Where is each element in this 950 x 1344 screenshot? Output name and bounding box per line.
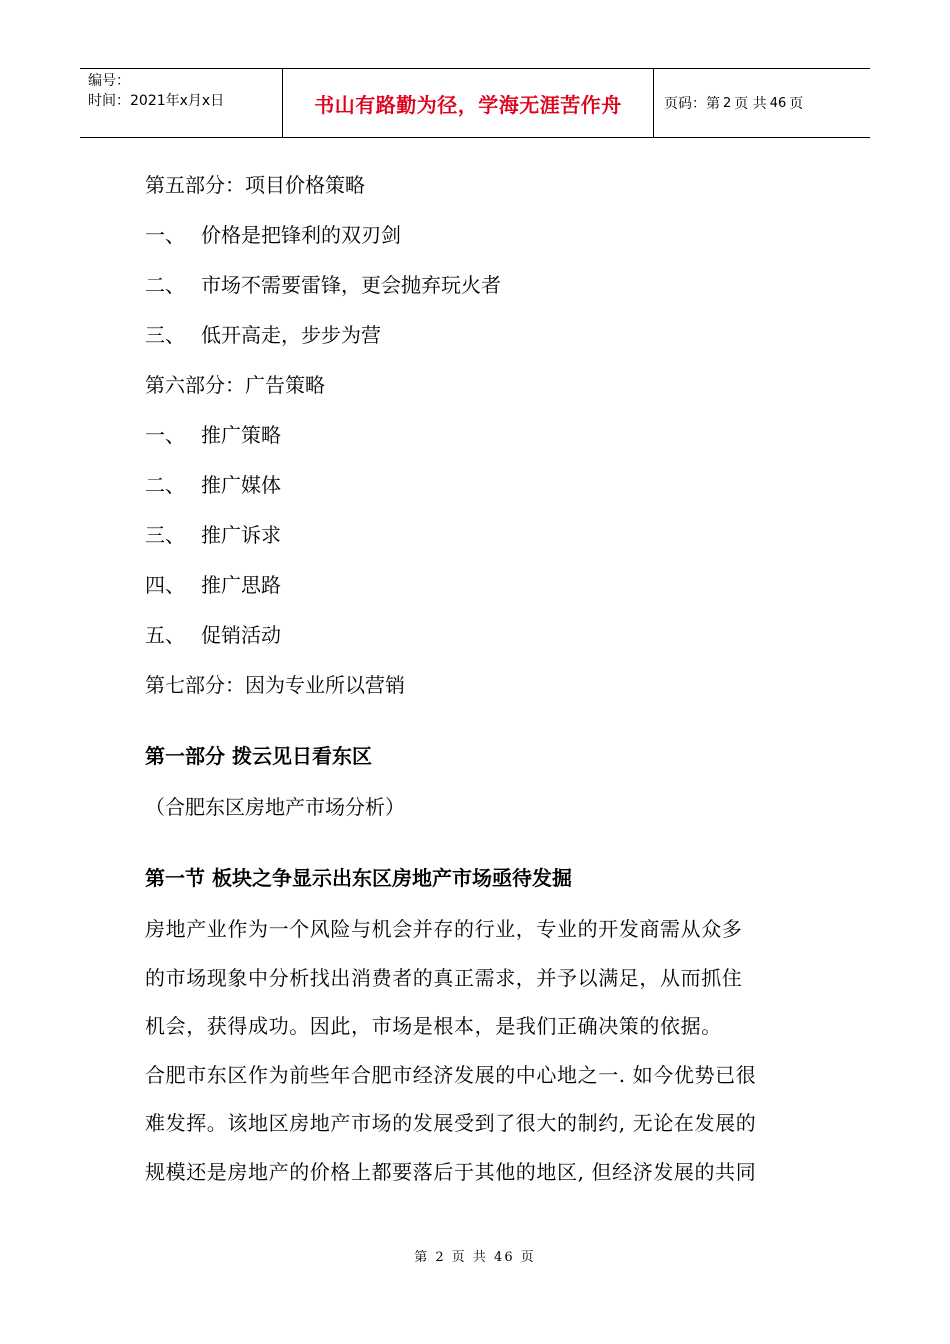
toc-text: 价格是把锋利的双刃剑: [201, 223, 401, 247]
part-title: 第一部分 拨云见日看东区: [145, 744, 372, 768]
toc-text: 市场不需要雷锋，更会抛弃玩火者: [201, 273, 501, 297]
body-line: 房地产业作为一个风险与机会并存的行业，专业的开发商需从众多: [145, 917, 743, 941]
toc-item: [145, 162, 825, 212]
toc-mark: 二、: [145, 473, 185, 497]
toc-item: [145, 662, 825, 712]
page-number: 2: [723, 95, 732, 111]
toc-item: [145, 262, 825, 312]
page-header: [80, 68, 870, 138]
date-label: 时间：2021年x月x日: [88, 93, 225, 109]
header-motto: 书山有路勤为径，学海无涯苦作舟: [282, 69, 654, 137]
body-text: [145, 905, 810, 1196]
page-footer: 第 2 页 共 46 页: [414, 1250, 536, 1265]
toc-mark: 五、: [145, 623, 185, 647]
toc-item: [145, 612, 825, 662]
header-page-info: [654, 69, 870, 137]
body-line: 难发挥。该地区房地产市场的发展受到了很大的制约, 无论在发展的: [145, 1111, 757, 1135]
toc-item: [145, 312, 825, 362]
toc-text: 第七部分：因为专业所以营销: [145, 673, 405, 697]
toc-mark: 四、: [145, 573, 185, 597]
toc-item: [145, 512, 825, 562]
toc-text: 第五部分：项目价格策略: [145, 173, 365, 197]
page-suffix: 页: [789, 96, 804, 112]
toc-mark: 三、: [145, 523, 185, 547]
body-line: 的市场现象中分析找出消费者的真正需求，并予以满足，从而抓住: [145, 965, 743, 990]
page-total: 46: [769, 95, 787, 111]
header-meta: [80, 69, 282, 137]
toc-mark: 一、: [145, 423, 185, 447]
serial-label: 编号：: [88, 73, 130, 89]
table-of-contents: [145, 162, 825, 712]
toc-text: 第六部分：广告策略: [145, 373, 325, 397]
page-mid: 页 共: [734, 96, 767, 112]
part-subtitle: （合肥东区房地产市场分析）: [145, 795, 405, 819]
page-prefix: 页码：第: [664, 96, 720, 112]
toc-item: [145, 212, 825, 262]
body-line: 机会，获得成功。因此，市场是根本，是我们正确决策的依据。: [145, 1014, 722, 1038]
toc-text: 推广诉求: [201, 523, 281, 547]
body-line: 合肥市东区作为前些年合肥市经济发展的中心地之一. 如今优势已很: [145, 1062, 757, 1087]
toc-text: 推广策略: [201, 423, 281, 447]
toc-mark: 二、: [145, 273, 185, 297]
toc-text: 促销活动: [201, 623, 281, 647]
toc-mark: 三、: [145, 323, 185, 347]
body-line: 规模还是房地产的价格上都要落后于其他的地区, 但经济发展的共同: [145, 1159, 757, 1184]
toc-text: 推广思路: [201, 573, 281, 597]
toc-item: [145, 412, 825, 462]
toc-item: [145, 562, 825, 612]
toc-mark: 一、: [145, 223, 185, 247]
section-title: 第一节 板块之争显示出东区房地产市场亟待发掘: [145, 866, 572, 890]
toc-item: [145, 362, 825, 412]
toc-item: [145, 462, 825, 512]
toc-text: 低开高走，步步为营: [201, 323, 381, 347]
toc-text: 推广媒体: [201, 473, 281, 497]
